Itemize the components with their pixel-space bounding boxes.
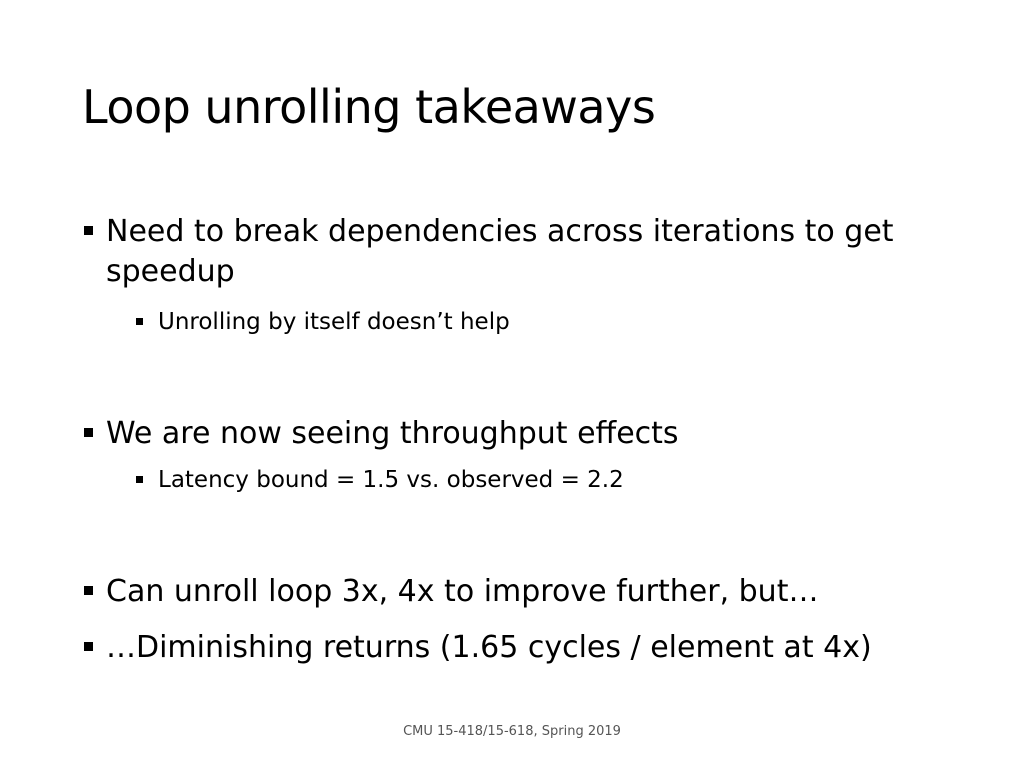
bullet-text: Can unroll loop 3x, 4x to improve further, but… [106, 574, 819, 609]
square-bullet-icon [84, 586, 93, 595]
bullet-item [84, 628, 964, 668]
bullet-text: Need to break dependencies across iterations to get speedup [106, 214, 894, 289]
square-bullet-icon [84, 642, 93, 651]
slide-title: Loop unrolling takeaways [82, 80, 656, 134]
sub-bullet-text: Latency bound = 1.5 vs. observed = 2.2 [158, 467, 624, 493]
square-bullet-icon [84, 428, 93, 437]
bullet-item [84, 212, 964, 292]
sub-bullet-item [136, 465, 956, 495]
square-bullet-icon [136, 318, 143, 325]
square-bullet-icon [136, 476, 143, 483]
sub-bullet-item [136, 307, 956, 337]
slide-footer: CMU 15-418/15-618, Spring 2019 [403, 724, 621, 739]
sub-bullet-text: Unrolling by itself doesn’t help [158, 309, 510, 335]
bullet-text: We are now seeing throughput effects [106, 416, 679, 451]
bullet-item [84, 414, 964, 454]
bullet-item [84, 572, 964, 612]
square-bullet-icon [84, 226, 93, 235]
bullet-text: …Diminishing returns (1.65 cycles / element at 4x) [106, 630, 872, 665]
